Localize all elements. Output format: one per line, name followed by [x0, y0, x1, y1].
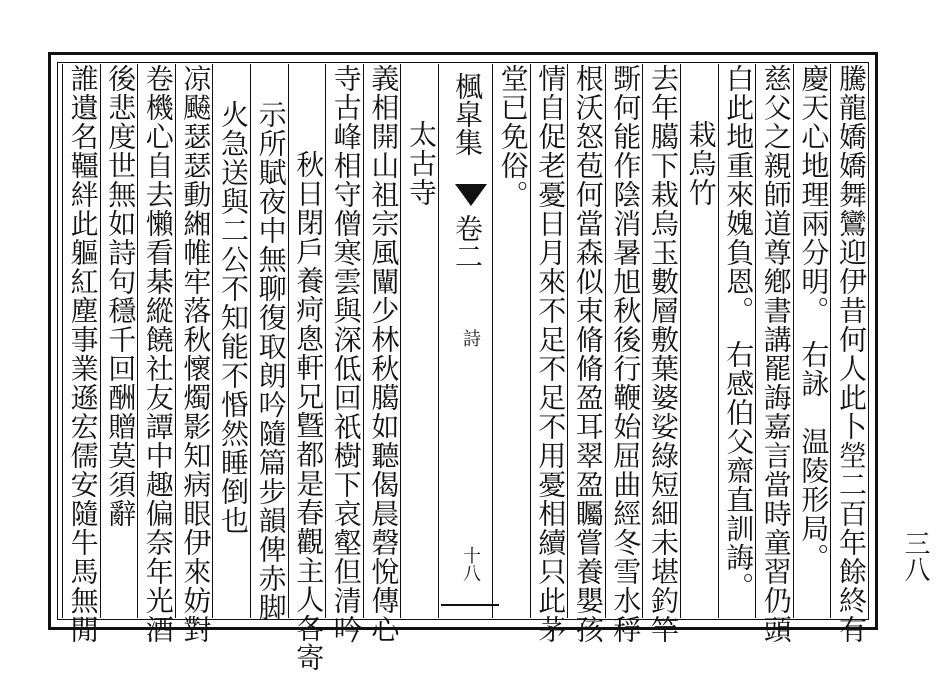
column-rule [793, 64, 794, 618]
volume-label: 卷二 [451, 214, 484, 270]
center-fold [441, 64, 499, 618]
text-column: 情自促老憂日月來不足不足不用憂相續只此茅 [534, 64, 568, 644]
column-rule [718, 64, 719, 618]
column-rule [530, 64, 531, 618]
column-rule [175, 64, 176, 618]
text-column: 誰遺名韁絆此軀紅塵事業遜宏儒安隨牛馬無閒 [66, 64, 100, 644]
text-column: 凉飇瑟瑟動緗帷牢落秋懷燭影知病眼伊來妨對 [179, 64, 213, 644]
center-rule [441, 604, 499, 606]
genre-label: 詩 [460, 329, 481, 347]
poem-title: 栽烏竹 [684, 120, 718, 207]
text-column: 斲何能作陰消暑旭秋後行鞭始屈曲經冬雪水稃 [609, 64, 643, 644]
column-rule [62, 64, 63, 618]
column-rule [325, 64, 326, 618]
text-column: 堂已免俗。 [496, 64, 530, 209]
text-column: 慶天心地理兩分明。 右詠 温陵形局。 [797, 64, 831, 572]
margin-page-number: 三八 [900, 530, 930, 582]
fishtail-mark [455, 184, 487, 206]
text-column: 騰龍嬌嬌舞鸞迎伊昔何人此卜塋二百年餘終有 [835, 64, 868, 644]
text-column: 秋日閉戶養疴悤軒兄曁都是春觀主人各寄 [292, 150, 326, 672]
text-column: 卷機心自去懶看棊縱饒社友譚中趣偏奈年光酒 [141, 64, 175, 644]
text-column: 義相開山祖宗風闡少林秋臈如聽偈晨磬悅傳心 [367, 64, 401, 644]
text-column: 去年臈下栽烏玉數層敷葉婆娑綠短細未堪釣竿 [647, 64, 680, 644]
text-column: 根沃怒苞何當森似束脩脩盈耳翠盈矚嘗養嬰孩 [571, 64, 605, 644]
column-rule [400, 64, 401, 618]
text-column: 火急送與二公不知能不惛然睡倒也 [217, 100, 250, 535]
text-column: 後悲度世無如詩句穩千回酬贈莫須辭 [104, 64, 138, 528]
text-column: 慈父之親師道尊鄕書講罷誨嘉言當時童習仍頭 [759, 64, 793, 644]
column-rule [868, 64, 869, 618]
column-rule [605, 64, 606, 618]
column-rule [680, 64, 681, 618]
text-column: 示所賦夜中無聊復取朗吟隨篇步韻俾赤脚 [254, 100, 288, 622]
poem-title: 太古寺 [405, 120, 438, 207]
folio-number: 十八 [460, 546, 481, 582]
column-rule [363, 64, 364, 618]
column-rule [100, 64, 101, 618]
column-rule [250, 64, 251, 618]
text-column: 白此地重來媿負恩。 右感伯父齋直訓誨。 [722, 64, 756, 601]
column-rule [830, 64, 831, 618]
column-rule [642, 64, 643, 618]
column-rule [492, 64, 493, 618]
column-rule [755, 64, 756, 618]
column-rule [137, 64, 138, 618]
column-rule [212, 64, 213, 618]
book-title: 楓皐集 [451, 72, 484, 156]
column-rule [567, 64, 568, 618]
text-column: 寺古峰相守僧寒雲與深低回祇樹下哀壑但清吟 [329, 64, 363, 644]
column-rule [438, 64, 439, 618]
column-rule [288, 64, 289, 618]
